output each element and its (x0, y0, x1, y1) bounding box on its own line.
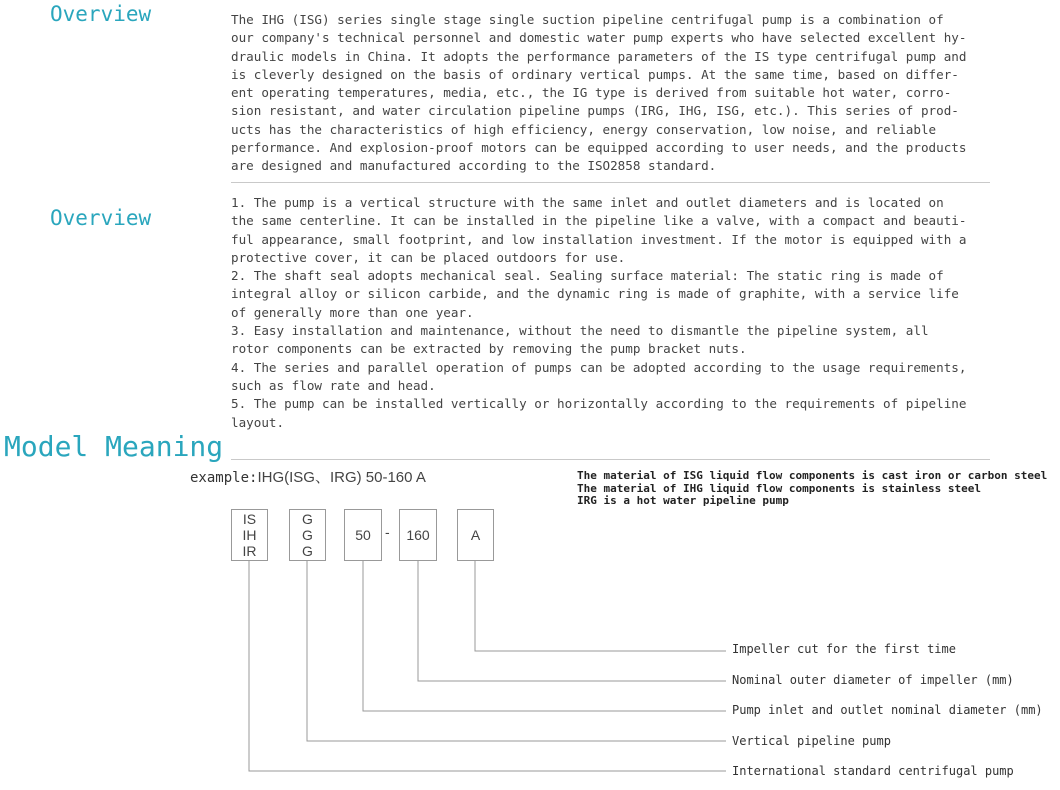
connector-standard (249, 561, 726, 771)
code-box-text: IH (242, 527, 257, 543)
connector-cut (475, 561, 726, 651)
description-standard-pump: International standard centrifugal pump (732, 764, 1014, 778)
paragraph-line: 2. The shaft seal adopts mechanical seal. Sealing surface material: The static ring is made of (231, 268, 944, 284)
material-note: IRG is a hot water pipeline pump (577, 494, 789, 507)
code-box-text: A (470, 527, 481, 543)
paragraph-line: 4. The series and parallel operation of pumps can be adopted according to the usage requirements, (231, 359, 967, 375)
paragraph-line: rotor components can be extracted by removing the pump bracket nuts. (231, 341, 747, 357)
paragraph-line: 1. The pump is a vertical structure with the same inlet and outlet diameters and is located on (231, 195, 944, 210)
paragraph-line: draulic models in China. It adopts the performance parameters of the IS type centrifugal pump and (231, 48, 967, 64)
paragraph-line: The IHG (ISG) series single stage single suction pipeline centrifugal pump is a combination of (231, 12, 944, 27)
paragraph-line: such as flow rate and head. (231, 377, 436, 393)
paragraph-line: the same centerline. It can be installed in the pipeline like a valve, with a compact and beauti- (231, 213, 967, 229)
paragraph-line: layout. (231, 414, 285, 430)
example-label: example: (190, 470, 258, 486)
paragraph-line: is cleverly designed on the basis of ordinary vertical pumps. At the same time, based on differ- (231, 66, 959, 82)
code-box-text: G (302, 543, 313, 559)
paragraph-line: ful appearance, small footprint, and low installation investment. If the motor is equipped with a (231, 231, 967, 247)
example-code: IHG(ISG、IRG) 50-160 A (257, 469, 426, 486)
paragraph-line: 3. Easy installation and maintenance, without the need to dismantle the pipeline system, all (231, 323, 929, 339)
paragraph-line: integral alloy or silicon carbide, and the dynamic ring is made of graphite, with a service life (231, 286, 959, 302)
paragraph-line: our company's technical personnel and domestic water pump experts who have selected excellent hy- (231, 30, 967, 46)
overview-heading: Overview (50, 2, 152, 26)
description-impeller-diameter: Nominal outer diameter of impeller (mm) (732, 673, 1014, 687)
paragraph-line: 5. The pump can be installed vertically or horizontally according to the requirements of pipeline (231, 396, 967, 412)
connector-diameter (363, 561, 726, 711)
code-box-text: IS (242, 511, 257, 527)
connector-impeller (418, 561, 726, 681)
model-meaning-heading: Model Meaning (4, 430, 224, 463)
description-vertical-pump: Vertical pipeline pump (732, 734, 891, 748)
paragraph-line: are designed and manufactured according to the ISO2858 standard. (231, 158, 717, 174)
material-note: The material of IHG liquid flow components is stainless steel (577, 481, 981, 495)
paragraph-line: performance. And explosion-proof motors can be equipped according to user needs, and the products (231, 140, 967, 156)
code-box-text: G (302, 511, 313, 527)
paragraph-line: sion resistant, and water circulation pipeline pumps (IRG, IHG, ISG, etc.). This series of prod- (231, 103, 959, 119)
code-box-text: 160 (406, 527, 430, 543)
description-impeller-cut: Impeller cut for the first time (732, 642, 956, 656)
paragraph-line: of generally more than one year. (231, 304, 474, 320)
material-note: The material of ISG liquid flow components is cast iron or carbon steel (577, 469, 1048, 482)
code-box-text: G (302, 527, 313, 543)
paragraph-line: protective cover, it can be placed outdoors for use. (231, 249, 626, 265)
paragraph-line: ucts has the characteristics of high efficiency, energy conservation, low noise, and reliable (231, 121, 937, 137)
description-pump-diameter: Pump inlet and outlet nominal diameter (mm) (732, 703, 1043, 717)
code-separator: - (385, 524, 390, 540)
code-box-text: IR (242, 543, 257, 559)
overview-heading-features: Overview (50, 206, 152, 230)
code-box-text: 50 (355, 527, 371, 543)
paragraph-line: ent operating temperatures, media, etc., the IG type is derived from suitable hot water, corro- (231, 85, 952, 101)
